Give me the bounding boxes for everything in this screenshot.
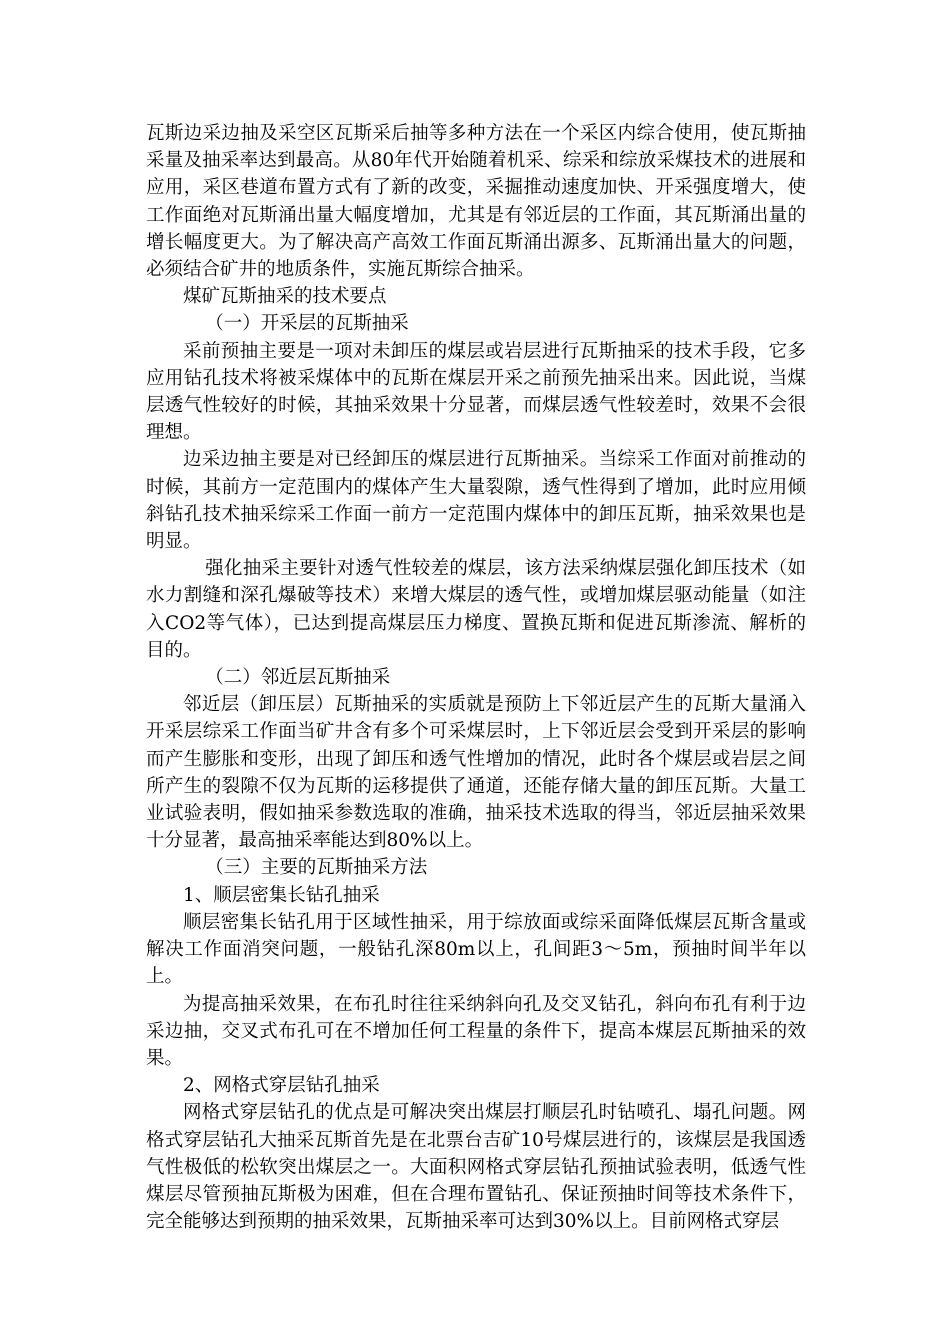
body-paragraph: 网格式穿层钻孔的优点是可解决突出煤层打顺层孔时钻喷孔、塌孔问题。网格式穿层钻孔大抽采瓦斯首先是在北票台吉矿10号煤层进行的，该煤层是我国透气性极低的松软突出煤层之一。大面积网格式穿层钻孔预抽试验表明，低透气性煤层尽管预抽瓦斯极为困难，但在合理布置钻孔、保证预抽时间等技术条件下，完全能够达到预期的抽采效果，瓦斯抽采率可达到30%以上。目前网格式穿层 (146, 1102, 806, 1233)
subsection-heading: （三）主要的瓦斯抽采方法 (205, 857, 428, 879)
method-heading: 2、网格式穿层钻孔抽采 (183, 1075, 380, 1097)
document-page (146, 120, 806, 1235)
body-paragraph: 采前预抽主要是一项对未卸压的煤层或岩层进行瓦斯抽采的技术手段，它多应用钻孔技术将被采煤体中的瓦斯在煤层开采之前预先抽采出来。因此说，当煤层透气性较好的时候，其抽采效果十分显著，而煤层透气性较差时，效果不会很理想。 (146, 340, 806, 444)
body-paragraph: 顺层密集长钻孔用于区域性抽采，用于综放面或综采面降低煤层瓦斯含量或解决工作面消突问题，一般钻孔深80m以上，孔间距3～5m，预抽时间半年以上。 (146, 911, 806, 988)
method-heading: 1、顺层密集长钻孔抽采 (183, 884, 380, 906)
body-paragraph: 为提高抽采效果，在布孔时往往采纳斜向孔及交叉钻孔，斜向布孔有利于边采边抽，交叉式布孔可在不增加任何工程量的条件下，提高本煤层瓦斯抽采的效果。 (146, 993, 806, 1069)
subsection-heading: （二）邻近层瓦斯抽采 (205, 667, 391, 689)
subsection-heading: （一）开采层的瓦斯抽采 (205, 313, 409, 335)
body-paragraph: 边采边抽主要是对已经卸压的煤层进行瓦斯抽采。当综采工作面对前推动的时候，其前方一定范围内的煤体产生大量裂隙，透气性得到了增加，此时应用倾斜钻孔技术抽采综采工作面一前方一定范围内煤体中的卸压瓦斯，抽采效果也是明显。 (146, 449, 806, 553)
body-paragraph: 强化抽采主要针对透气性较差的煤层，该方法采纳煤层强化卸压技术（如水力割缝和深孔爆破等技术）来增大煤层的透气性，或增加煤层驱动能量（如注入CO2等气体），已达到提高煤层压力梯度、置换瓦斯和促进瓦斯渗流、解析的目的。 (146, 558, 806, 661)
section-heading: 煤矿瓦斯抽采的技术要点 (183, 286, 387, 308)
body-paragraph-continued: 瓦斯边采边抽及采空区瓦斯采后抽等多种方法在一个采区内综合使用，使瓦斯抽采量及抽采率达到最高。从80年代开始随着机采、综采和综放采煤技术的进展和应用，采区巷道布置方式有了新的改变，采掘推动速度加快、开采强度增大，使工作面绝对瓦斯涌出量大幅度增加，尤其是有邻近层的工作面，其瓦斯涌出量的增长幅度更大。为了解决高产高效工作面瓦斯涌出源多、瓦斯涌出量大的问题，必须结合矿井的地质条件，实施瓦斯综合抽采。 (146, 123, 806, 281)
body-paragraph: 邻近层（卸压层）瓦斯抽采的实质就是预防上下邻近层产生的瓦斯大量涌入开采层综采工作面当矿井含有多个可采煤层时，上下邻近层会受到开采层的影响而产生膨胀和变形，出现了卸压和透气性增加的情况，此时各个煤层或岩层之间所产生的裂隙不仅为瓦斯的运移提供了通道，还能存储大量的卸压瓦斯。大量工业试验表明，假如抽采参数选取的准确，抽采技术选取的得当，邻近层抽采效果十分显著，最高抽采率能达到80%以上。 (146, 694, 806, 852)
